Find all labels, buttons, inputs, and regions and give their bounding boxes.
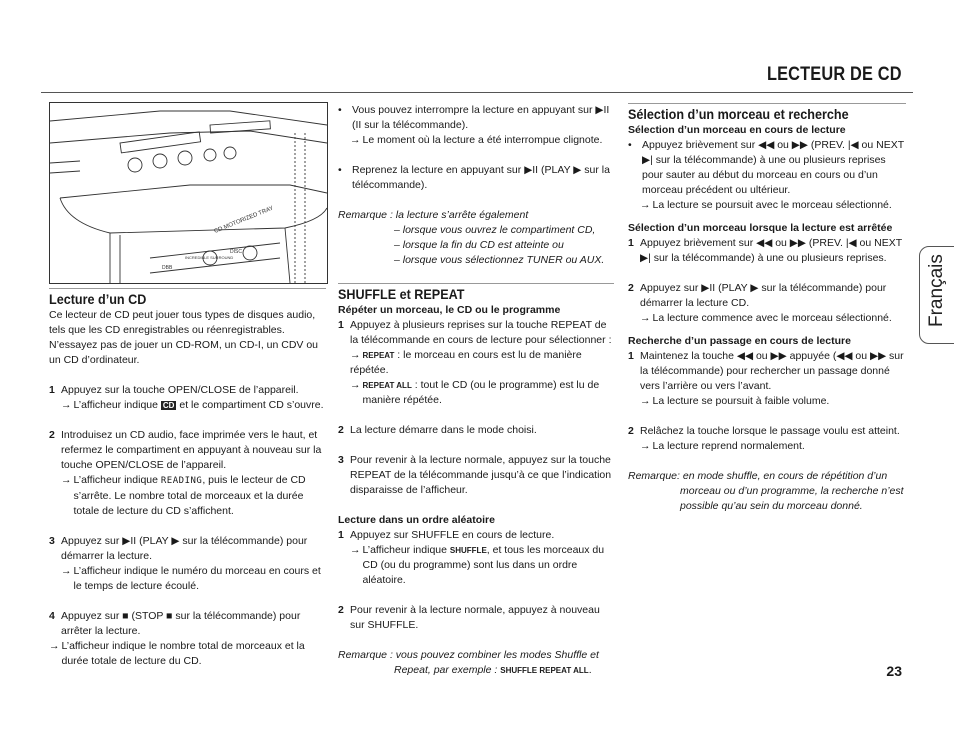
header-rule xyxy=(41,92,913,93)
arrow-icon: → xyxy=(640,395,651,407)
stopped-step-2-result: → La lecture commence avec le morceau sélectionné. xyxy=(640,312,892,324)
repeat-all-option: → REPEAT ALL : tout le CD (ou le programme) est lu de manière répétée. xyxy=(350,379,600,406)
search-step-2-result: → La lecture reprend normalement. xyxy=(640,440,805,452)
step-4-result: → L’afficheur indique le nombre total de morceaux et la durée totale de lecture du CD. xyxy=(49,640,305,667)
arrow-icon: → xyxy=(61,565,72,577)
bullet-resume: • Reprenez la lecture en appuyant sur ▶II (PLAY ▶ sur la télécommande). xyxy=(338,164,610,191)
step-2-result: → L’afficheur indique READING, puis le lecteur de CD s’arrête. Le nombre total de morceaux et la durée totale de lecture du CD s’affichent. xyxy=(61,474,306,517)
remark3-line-1: Remarque: en mode shuffle, en cours de répétition d’un xyxy=(628,470,888,482)
col2-rule xyxy=(338,283,614,284)
cd-badge: CD xyxy=(162,401,175,410)
arrow-icon: → xyxy=(640,440,651,452)
stopped-step-2: 2 Appuyez sur ▶II (PLAY ▶ sur la télécommande) pour démarrer la lecture CD. xyxy=(628,282,887,309)
intro-text: Ce lecteur de CD peut jouer tous types de disques audio, tels que les CD enregistrables ou réenregistrables. N’essayez pas de jouer un CD-ROM, un CD-I, un CDV ou un CD d’ordinateur. xyxy=(49,309,319,366)
section-title-lecture-cd: Lecture d’un CD xyxy=(49,291,147,307)
subsection-stopped: Sélection d’un morceau lorsque la lecture est arrêtée xyxy=(628,222,893,234)
section-title-shuffle-repeat: SHUFFLE et REPEAT xyxy=(338,286,465,302)
language-tab-label: Français xyxy=(926,254,947,327)
remark-line-2: – lorsque la fin du CD est atteinte ou xyxy=(394,239,564,251)
subsection-repeat: Répéter un morceau, le CD ou le programme xyxy=(338,304,561,316)
subsection-shuffle: Lecture dans un ordre aléatoire xyxy=(338,514,495,526)
search-step-2: 2 Relâchez la touche lorsque le passage voulu est atteint. xyxy=(628,425,900,437)
bullet-select: • Appuyez brièvement sur ◀◀ ou ▶▶ (PREV. |◀ ou NEXT ▶| sur la télécommande) à une ou plusieurs reprises pour sauter au début du morceau en cours ou d’un morceau précédent ou ultérieur. xyxy=(628,139,904,196)
step-1: 1 Appuyez sur la touche OPEN/CLOSE de l’appareil. xyxy=(49,384,299,396)
search-step-1-result: → La lecture se poursuit à faible volume. xyxy=(640,395,830,407)
arrow-icon: → xyxy=(61,399,72,411)
column-1 xyxy=(49,291,327,669)
column-2 xyxy=(338,103,614,678)
bullet-pause: • Vous pouvez interrompre la lecture en appuyant sur ▶II (II sur la télécommande). xyxy=(338,104,610,131)
language-tab xyxy=(919,246,954,344)
shuffle-step-1-result: → L’afficheur indique SHUFFLE, et tous les morceaux du CD (ou du programme) sont lus dans un ordre aléatoire. xyxy=(350,544,605,586)
step-3: 3 Appuyez sur ▶II (PLAY ▶ sur la télécommande) pour démarrer la lecture. xyxy=(49,535,308,562)
display-reading: READING xyxy=(160,476,203,486)
disc-label: DISC xyxy=(230,249,242,255)
step-1-result: → L’afficheur indique CD et le compartiment CD s’ouvre. xyxy=(61,399,324,411)
step-2: 2 Introduisez un CD audio, face imprimée vers le haut, et refermez le compartiment en appuyant à nouveau sur la touche OPEN/CLOSE de l’appareil. xyxy=(49,429,322,471)
arrow-icon: → xyxy=(350,544,361,556)
page-header-title: LECTEUR DE CD xyxy=(767,64,902,85)
repeat-step-2: 2 La lecture démarre dans le mode choisi. xyxy=(338,424,537,436)
subsection-during-play: Sélection d’un morceau en cours de lecture xyxy=(628,124,846,136)
dbb-label: DBB xyxy=(162,265,173,271)
remark2-line-2: Repeat, par exemple : SHUFFLE REPEAT ALL. xyxy=(394,664,592,676)
repeat-option: → REPEAT : le morceau en cours est lu de manière répétée. xyxy=(350,349,582,376)
column-3 xyxy=(628,103,906,514)
remark3-line-3: possible qu’au sein du morceau donné. xyxy=(680,500,863,512)
remark3-line-2: morceau ou d’un programme, la recherche n’est xyxy=(680,485,904,497)
shuffle-step-2: 2 Pour revenir à la lecture normale, appuyez à nouveau sur SHUFFLE. xyxy=(338,604,600,631)
remark2-line-1: Remarque : vous pouvez combiner les modes Shuffle et xyxy=(338,649,599,661)
remark-line-3: – lorsque vous sélectionnez TUNER ou AUX. xyxy=(394,254,605,266)
repeat-step-3: 3 Pour revenir à la lecture normale, appuyez sur la touche REPEAT de la télécommande jusqu’à ce que l’indication disparaisse de l’afficheur. xyxy=(338,454,612,496)
repeat-step-1: 1 Appuyez à plusieurs reprises sur la touche REPEAT de la télécommande en cours de lecture pour sélectionner : xyxy=(338,319,612,346)
cd-player-illustration xyxy=(49,102,328,284)
arrow-icon: → xyxy=(61,474,72,486)
bullet-pause-result: → Le moment où la lecture a été interrompue clignote. xyxy=(350,134,603,146)
search-step-1: 1 Maintenez la touche ◀◀ ou ▶▶ appuyée (◀◀ ou ▶▶ sur la télécommande) pour rechercher un passage donné vers l’arrière ou vers l’avant. xyxy=(628,350,904,392)
surround-label: INCREDIBLE SURROUND xyxy=(185,255,234,260)
arrow-icon: → xyxy=(640,199,651,211)
cd-player-drawing xyxy=(50,103,327,283)
remark-line-1: – lorsque vous ouvrez le compartiment CD, xyxy=(394,224,596,236)
col3-rule xyxy=(628,103,906,104)
step-3-result: → L’afficheur indique le numéro du morceau en cours et le temps de lecture écoulé. xyxy=(61,565,321,592)
arrow-icon: → xyxy=(350,379,361,391)
page-number: 23 xyxy=(886,663,902,679)
stopped-step-1: 1 Appuyez brièvement sur ◀◀ ou ▶▶ (PREV. |◀ ou NEXT ▶| sur la télécommande) à une ou plusieurs reprises. xyxy=(628,237,902,264)
arrow-icon: → xyxy=(350,134,361,146)
tray-label: CD MOTORIZED TRAY xyxy=(213,205,275,235)
section-title-selection: Sélection d’un morceau et recherche xyxy=(628,106,849,122)
remark-title: Remarque : la lecture s’arrête également xyxy=(338,209,529,221)
shuffle-step-1: 1 Appuyez sur SHUFFLE en cours de lecture. xyxy=(338,529,555,541)
bullet-select-result: → La lecture se poursuit avec le morceau sélectionné. xyxy=(640,199,892,211)
arrow-icon: → xyxy=(49,640,60,652)
step-4: 4 Appuyez sur ■ (STOP ■ sur la télécommande) pour arrêter la lecture. xyxy=(49,610,301,637)
col1-rule xyxy=(49,288,326,289)
arrow-icon: → xyxy=(350,349,361,361)
arrow-icon: → xyxy=(640,312,651,324)
subsection-search: Recherche d’un passage en cours de lecture xyxy=(628,335,851,347)
